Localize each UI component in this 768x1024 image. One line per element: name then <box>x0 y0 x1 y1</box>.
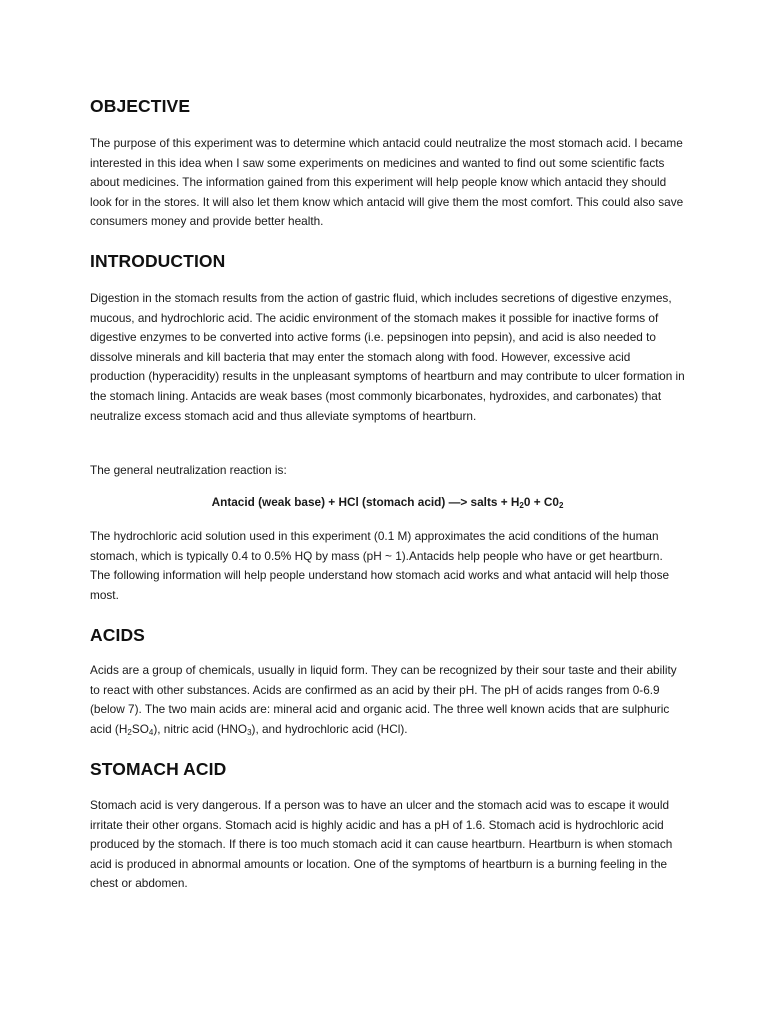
neutralization-equation <box>90 493 685 513</box>
acids-paragraph <box>90 661 685 739</box>
introduction-heading: INTRODUCTION <box>90 251 226 271</box>
acids-subscript-h2: 2 <box>127 727 132 737</box>
acids-subscript-o3: 3 <box>247 727 252 737</box>
introduction-paragraph: Digestion in the stomach results from the action of gastric fluid, which includes secretions of digestive enzymes, mucous, and hydrochloric acid. The acidic environment of the stomach makes it possible for inactive forms of digestive enzymes to be converted into active forms (i.e. pepsinogen into pepsin), and acid is also needed to dissolve minerals and kill bacteria that may enter the stomach along with food. However, excessive acid production (hyperacidity) results in the unpleasant symptoms of heartburn and may contribute to ulcer formation in the stomach lining. Antacids are weak bases (most commonly bicarbonates, hydroxides, and carbonates) that neutralize excess stomach acid and thus alleviate symptoms of heartburn. <box>90 291 685 423</box>
acids-text-end: ), and hydrochloric acid (HCl). <box>251 721 408 736</box>
acids-text-so: SO <box>131 721 149 736</box>
stomach-acid-paragraph: Stomach acid is very dangerous. If a person was to have an ulcer and the stomach acid was to escape it would irritate their other organs. Stomach acid is highly acidic and has a pH of 1.6. Stomach acid is hydrochloric acid produced by the stomach. If there is too much stomach acid it can cause heartburn. Heartburn is when stomach acid is produced in abnormal amounts or location. One of the symptoms of heartburn is a burning feeling in the chest or abdomen. <box>90 798 673 891</box>
acids-text-start: Acids are a group of chemicals, usually in liquid form. They can be recognized by their sour taste and their ability to react with other substances. Acids are confirmed as an acid by their pH. The pH of acids ranges from 0-6.9 (below 7). The two main acids are: mineral acid and organic acid. The three well known acids that are sulphuric acid (H <box>90 663 677 736</box>
objective-heading: OBJECTIVE <box>90 96 191 116</box>
acids-heading: ACIDS <box>90 625 145 645</box>
equation-text-2: 0 + C0 <box>523 495 559 509</box>
equation-subscript-1: 2 <box>519 501 524 510</box>
hydrochloric-paragraph: The hydrochloric acid solution used in this experiment (0.1 M) approximates the acid conditions of the human stomach, which is typically 0.4 to 0.5% HQ by mass (pH ~ 1).Antacids help people who have or get heartburn. The following information will help people understand how stomach acid works and what antacid will help those most. <box>90 529 670 602</box>
equation-subscript-2: 2 <box>558 501 564 510</box>
objective-paragraph: The purpose of this experiment was to determine which antacid could neutralize the most stomach acid. I became interested in this idea when I saw some experiments on medicines and wanted to find out some scientific facts about medicines. The information gained from this experiment will help people know which antacid they should look for in the stores. It will also let them know which antacid will give them the most comfort. This could also save consumers money and provide better health. <box>90 136 684 229</box>
general-reaction-label: The general neutralization reaction is: <box>90 463 287 477</box>
acids-subscript-o4: 4 <box>148 727 154 737</box>
equation-text-1: Antacid (weak base) + HCl (stomach acid) —> salts + H <box>211 495 520 509</box>
acids-text-nitric: ), nitric acid (HNO <box>153 721 248 736</box>
stomach-acid-heading: STOMACH ACID <box>90 759 227 779</box>
